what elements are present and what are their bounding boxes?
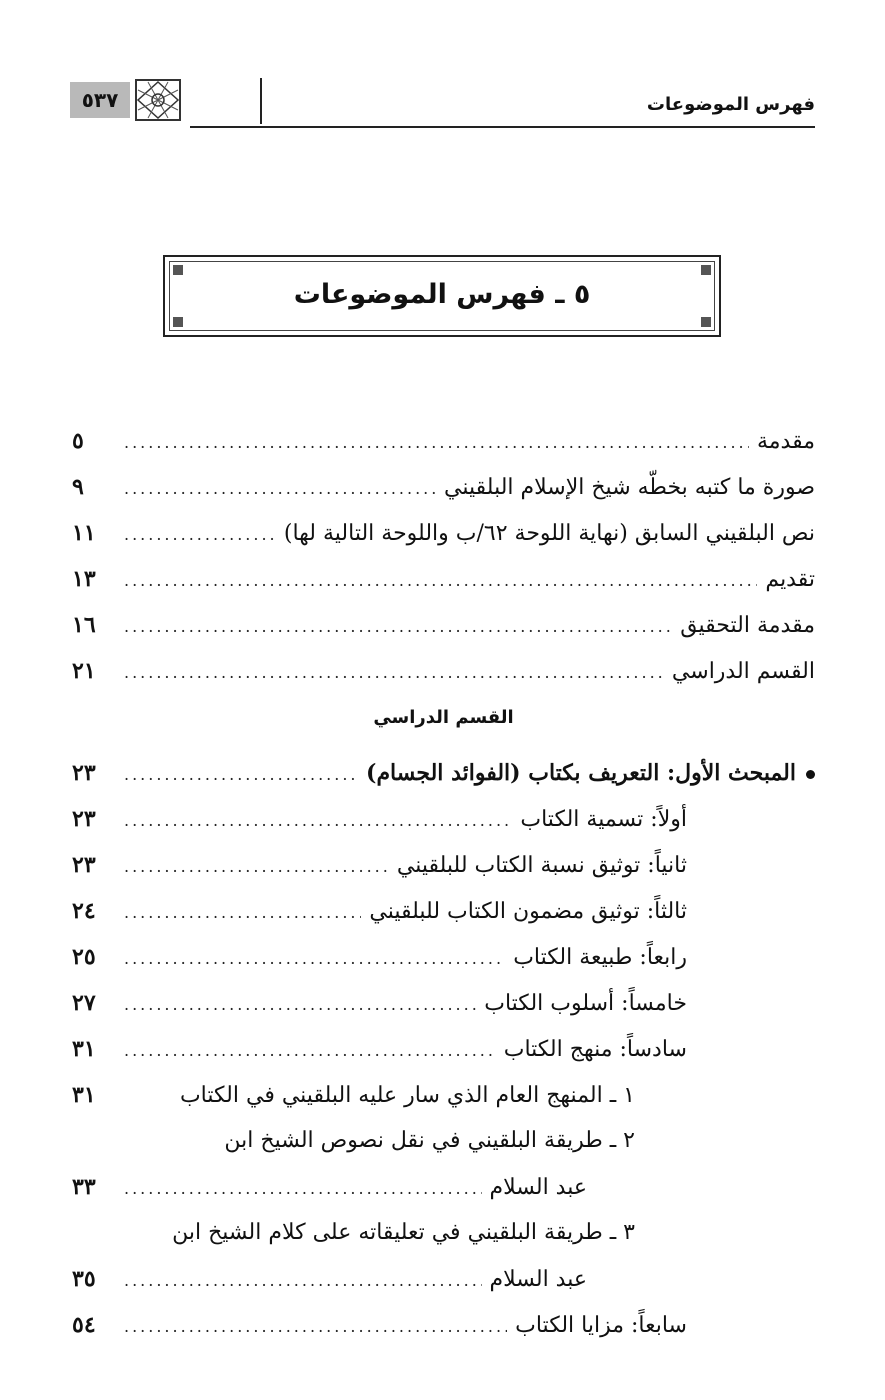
page-title: ٥ ـ فهرس الموضوعات <box>293 279 591 310</box>
toc-entry-page: ٣١ <box>72 1036 96 1062</box>
corner-ornament <box>173 265 183 275</box>
table-of-contents <box>72 418 815 1348</box>
dot-leader <box>124 1304 507 1350</box>
toc-entry-page: ٥٤ <box>72 1312 96 1338</box>
header-rule <box>190 126 815 128</box>
toc-entry <box>72 1210 815 1256</box>
dot-leader <box>124 604 672 650</box>
toc-entry-page: ٢٧ <box>72 990 96 1016</box>
dot-leader <box>124 650 664 696</box>
toc-entry-label: عبد السلام <box>489 1175 587 1200</box>
header-separator <box>260 78 262 124</box>
toc-entry <box>72 1256 815 1302</box>
toc-entry <box>72 556 815 602</box>
toc-entry-page: ٩ <box>72 474 84 500</box>
toc-entry <box>72 418 815 464</box>
dot-leader <box>124 512 276 558</box>
toc-entry-label: أولاً: تسمية الكتاب <box>520 807 687 832</box>
title-frame <box>163 255 721 337</box>
toc-entry-page: ٢٣ <box>72 760 96 786</box>
toc-entry-page: ٣٣ <box>72 1174 96 1200</box>
page-number: ٥٣٧ <box>70 82 130 118</box>
dot-leader <box>124 466 436 512</box>
toc-entry-label: ثالثاً: توثيق مضمون الكتاب للبلقيني <box>369 899 687 924</box>
toc-entry-page: ٢٣ <box>72 806 96 832</box>
toc-entry-page: ١١ <box>72 520 96 546</box>
corner-ornament <box>701 317 711 327</box>
dot-leader <box>124 982 476 1028</box>
toc-entry-label-text: المبحث الأول: التعريف بكتاب (الفوائد الجسام) <box>366 760 796 786</box>
toc-entry <box>72 888 815 934</box>
dot-leader <box>124 936 505 982</box>
toc-entry <box>72 602 815 648</box>
dot-leader <box>124 558 757 604</box>
corner-ornament <box>173 317 183 327</box>
toc-entry-label: ٢ ـ طريقة البلقيني في نقل نصوص الشيخ ابن <box>224 1128 635 1153</box>
toc-entry-page: ٢٥ <box>72 944 96 970</box>
toc-entry-label: تقديم <box>765 567 815 592</box>
toc-entry <box>72 510 815 556</box>
toc-entry-label: سادساً: منهج الكتاب <box>503 1037 687 1062</box>
dot-leader <box>124 844 389 890</box>
toc-entry-chapter <box>72 750 815 796</box>
toc-entry-page: ١٣ <box>72 566 96 592</box>
toc-entry-page: ٣٥ <box>72 1266 96 1292</box>
toc-entry <box>72 464 815 510</box>
bullet-icon <box>806 770 815 779</box>
toc-entry <box>72 648 815 694</box>
toc-entry-label: مقدمة التحقيق <box>680 613 815 638</box>
toc-entry-label <box>366 750 815 796</box>
dot-leader <box>124 1166 482 1212</box>
toc-entry-page: ٢١ <box>72 658 96 684</box>
dot-leader <box>124 1028 496 1074</box>
dot-leader <box>124 890 361 936</box>
toc-entry-page: ٣١ <box>72 1082 96 1108</box>
toc-entry <box>72 980 815 1026</box>
running-header <box>70 72 815 128</box>
toc-entry-label: خامساً: أسلوب الكتاب <box>484 991 687 1016</box>
toc-entry-page: ٥ <box>72 428 84 454</box>
toc-entry-page: ٢٤ <box>72 898 96 924</box>
toc-entry-label: رابعاً: طبيعة الكتاب <box>513 945 687 970</box>
toc-entry-label: سابعاً: مزايا الكتاب <box>515 1313 687 1338</box>
toc-entry-label: ١ ـ المنهج العام الذي سار عليه البلقيني في الكتاب <box>179 1083 635 1108</box>
toc-entry-page: ٢٣ <box>72 852 96 878</box>
dot-leader <box>124 798 512 844</box>
dot-leader <box>124 420 749 466</box>
dot-leader <box>124 1258 482 1304</box>
toc-entry <box>72 842 815 888</box>
toc-entry-label: نص البلقيني السابق (نهاية اللوحة ٦٢/ب واللوحة التالية لها) <box>283 521 815 546</box>
section-heading: القسم الدراسي <box>373 707 514 728</box>
toc-entry <box>72 934 815 980</box>
toc-entry <box>72 1072 815 1118</box>
toc-entry <box>72 1118 815 1164</box>
toc-entry-label: ثانياً: توثيق نسبة الكتاب للبلقيني <box>396 853 687 878</box>
toc-entry <box>72 1164 815 1210</box>
dot-leader <box>124 752 358 798</box>
toc-entry <box>72 796 815 842</box>
toc-entry-label: صورة ما كتبه بخطّه شيخ الإسلام البلقيني <box>444 475 815 500</box>
ornament-icon <box>134 78 182 122</box>
toc-entry <box>72 1026 815 1072</box>
toc-entry-page: ١٦ <box>72 612 96 638</box>
toc-entry <box>72 1302 815 1348</box>
corner-ornament <box>701 265 711 275</box>
running-title: فهرس الموضوعات <box>646 94 815 115</box>
toc-entry-label: القسم الدراسي <box>671 659 815 684</box>
toc-entry-label: عبد السلام <box>489 1267 587 1292</box>
toc-entry-label: ٣ ـ طريقة البلقيني في تعليقاته على كلام الشيخ ابن <box>172 1220 635 1245</box>
toc-entry-label: مقدمة <box>756 429 815 454</box>
